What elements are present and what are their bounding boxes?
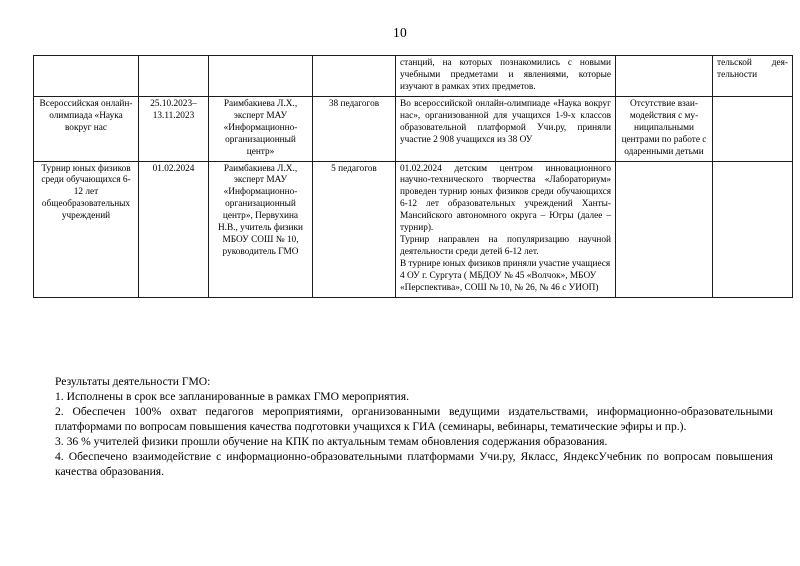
- table-row: [34, 96, 793, 161]
- cell-description: станций, на которых познакомились с новыми учебными предметами и явлениями, которые изучают в рамках этих предметов.: [396, 56, 616, 97]
- results-item: 3. 36 % учителей физики прошли обучение на КПК по актуальным темам обновления содержания образования.: [55, 435, 608, 449]
- cell-problems: [616, 161, 713, 297]
- cell-responsible: Раимбакиева Л.Х., эксперт МАУ «Информационно-организационный центр», Первухина Н.В., учитель физики МБОУ СОШ № 10, руководитель ГМО: [209, 161, 313, 297]
- results-item: 4. Обеспечено взаимодействие с информационно-образовательными платформами Учи.ру, Якласс, ЯндексУчебник по вопросам повышения качества образования.: [55, 450, 773, 479]
- cell-participants: 5 педагогов: [313, 161, 396, 297]
- cell-description: [396, 161, 616, 297]
- table-row: [34, 56, 793, 97]
- cell-description-paragraph: Турнир направлен на популяризацию научной деятельности среди детей 6-12 лет.: [400, 235, 611, 258]
- cell-notes: тельской деятельности: [713, 56, 793, 97]
- gmo-activities-table: [33, 55, 793, 298]
- cell-date: 01.02.2024: [139, 161, 209, 297]
- results-item: 2. Обеспечен 100% охват педагогов мероприятиями, организованными ведущими издательствами, информационно-образовательными платформами по вопросам повышения качества подготовки учащихся к ГИА (семинары, вебинары, тематические эфиры и пр.).: [55, 405, 773, 434]
- results-heading: Результаты деятельности ГМО:: [55, 375, 211, 388]
- cell-event: Всероссийская онлайн-олимпиада «Наука вокруг нас: [34, 96, 139, 161]
- cell-date: [139, 56, 209, 97]
- cell-description-paragraph: 01.02.2024 детским центром инновационного научно-технического творчества «Лабораториум» проведен турнир юных физиков среди обучающихся 6-12 лет образовательных учреждений Ханты-Мансийского автономного округа – Югры (далее – турнир).: [400, 163, 611, 234]
- cell-notes: [713, 161, 793, 297]
- cell-problems: [616, 56, 713, 97]
- page-number: 10: [392, 25, 408, 40]
- cell-participants: 38 педагогов: [313, 96, 396, 161]
- cell-event: Турнир юных физиков среди обучающихся 6-12 лет общеобразовательных учреждений: [34, 161, 139, 297]
- results-block: [55, 374, 773, 479]
- cell-event: [34, 56, 139, 97]
- table-row: [34, 161, 793, 297]
- cell-responsible: Раимбакиева Л.Х., эксперт МАУ «Информационно-организационный центр»: [209, 96, 313, 161]
- cell-participants: [313, 56, 396, 97]
- cell-problems: Отсутствие взаимодействия с муниципальными центрами по работе с одаренными детьми: [616, 96, 713, 161]
- cell-description-paragraph: В турнире юных физиков приняли участие учащиеся 4 ОУ г. Сургута ( МБДОУ № 45 «Волчок», МБОУ «Перспектива», СОШ № 10, № 26, № 46 с УИОП): [400, 259, 611, 293]
- results-item: 1. Исполнены в срок все запланированные в рамках ГМО мероприятия.: [55, 390, 409, 404]
- cell-notes: [713, 96, 793, 161]
- cell-date: 25.10.2023– 13.11.2023: [139, 96, 209, 161]
- cell-responsible: [209, 56, 313, 97]
- cell-description: Во всероссийской онлайн-олимпиаде «Наука вокруг нас», организованной для учащихся 1-9-х классов образовательной платформой Учи.ру, приняли участие 2 908 учащихся из 38 ОУ: [396, 96, 616, 161]
